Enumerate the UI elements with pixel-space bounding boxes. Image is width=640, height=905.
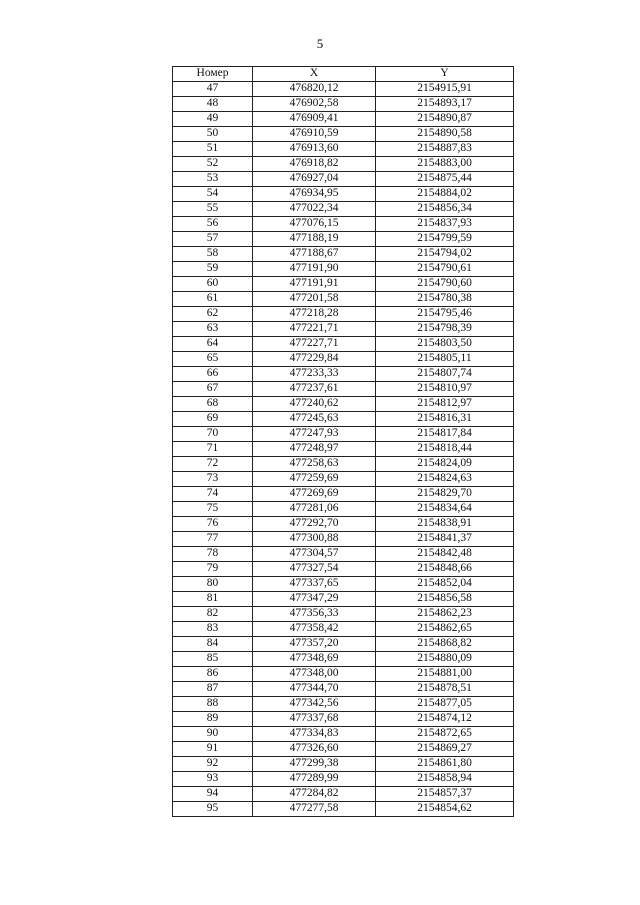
y-coordinate: 2154875,44: [376, 172, 514, 187]
point-number: 89: [173, 712, 253, 727]
page-number: 5: [316, 36, 324, 51]
x-coordinate: 476902,58: [253, 97, 376, 112]
table-row: [173, 97, 514, 112]
table-row: [173, 487, 514, 502]
table-row: [173, 592, 514, 607]
point-number: 73: [173, 472, 253, 487]
table-row: [173, 667, 514, 682]
table-row: [173, 502, 514, 517]
y-coordinate: 2154841,37: [376, 532, 514, 547]
point-number: 88: [173, 697, 253, 712]
y-coordinate: 2154848,66: [376, 562, 514, 577]
x-coordinate: 477191,91: [253, 277, 376, 292]
point-number: 59: [173, 262, 253, 277]
x-coordinate: 477076,15: [253, 217, 376, 232]
x-coordinate: 476927,04: [253, 172, 376, 187]
point-number: 56: [173, 217, 253, 232]
table-row: [173, 577, 514, 592]
header-y: Y: [376, 67, 514, 82]
point-number: 72: [173, 457, 253, 472]
y-coordinate: 2154795,46: [376, 307, 514, 322]
x-coordinate: 476918,82: [253, 157, 376, 172]
y-coordinate: 2154842,48: [376, 547, 514, 562]
point-number: 80: [173, 577, 253, 592]
point-number: 50: [173, 127, 253, 142]
point-number: 47: [173, 82, 253, 97]
table-header-row: [173, 67, 514, 82]
x-coordinate: 477022,34: [253, 202, 376, 217]
y-coordinate: 2154877,05: [376, 697, 514, 712]
y-coordinate: 2154816,31: [376, 412, 514, 427]
y-coordinate: 2154824,09: [376, 457, 514, 472]
y-coordinate: 2154790,61: [376, 262, 514, 277]
x-coordinate: 477292,70: [253, 517, 376, 532]
point-number: 90: [173, 727, 253, 742]
x-coordinate: 477227,71: [253, 337, 376, 352]
y-coordinate: 2154878,51: [376, 682, 514, 697]
x-coordinate: 477300,88: [253, 532, 376, 547]
table-row: [173, 157, 514, 172]
y-coordinate: 2154794,02: [376, 247, 514, 262]
y-coordinate: 2154893,17: [376, 97, 514, 112]
y-coordinate: 2154805,11: [376, 352, 514, 367]
table-row: [173, 637, 514, 652]
x-coordinate: 477240,62: [253, 397, 376, 412]
y-coordinate: 2154862,23: [376, 607, 514, 622]
x-coordinate: 477229,84: [253, 352, 376, 367]
point-number: 54: [173, 187, 253, 202]
point-number: 79: [173, 562, 253, 577]
x-coordinate: 477348,69: [253, 652, 376, 667]
point-number: 81: [173, 592, 253, 607]
point-number: 94: [173, 787, 253, 802]
point-number: 68: [173, 397, 253, 412]
table-row: [173, 262, 514, 277]
point-number: 60: [173, 277, 253, 292]
x-coordinate: 477356,33: [253, 607, 376, 622]
table-row: [173, 142, 514, 157]
y-coordinate: 2154807,74: [376, 367, 514, 382]
y-coordinate: 2154915,91: [376, 82, 514, 97]
table-row: [173, 232, 514, 247]
y-coordinate: 2154862,65: [376, 622, 514, 637]
x-coordinate: 477245,63: [253, 412, 376, 427]
table-row: [173, 112, 514, 127]
point-number: 69: [173, 412, 253, 427]
point-number: 55: [173, 202, 253, 217]
table-row: [173, 367, 514, 382]
table-row: [173, 82, 514, 97]
table-row: [173, 622, 514, 637]
point-number: 67: [173, 382, 253, 397]
point-number: 48: [173, 97, 253, 112]
y-coordinate: 2154883,00: [376, 157, 514, 172]
y-coordinate: 2154858,94: [376, 772, 514, 787]
point-number: 75: [173, 502, 253, 517]
point-number: 82: [173, 607, 253, 622]
x-coordinate: 476910,59: [253, 127, 376, 142]
table-row: [173, 532, 514, 547]
table-row: [173, 277, 514, 292]
table-row: [173, 742, 514, 757]
x-coordinate: 477357,20: [253, 637, 376, 652]
y-coordinate: 2154857,37: [376, 787, 514, 802]
x-coordinate: 477247,93: [253, 427, 376, 442]
y-coordinate: 2154810,97: [376, 382, 514, 397]
table-row: [173, 712, 514, 727]
coordinates-table: [172, 66, 514, 817]
table-row: [173, 772, 514, 787]
y-coordinate: 2154852,04: [376, 577, 514, 592]
point-number: 83: [173, 622, 253, 637]
table-row: [173, 247, 514, 262]
y-coordinate: 2154881,00: [376, 667, 514, 682]
x-coordinate: 477188,19: [253, 232, 376, 247]
table-row: [173, 697, 514, 712]
y-coordinate: 2154880,09: [376, 652, 514, 667]
x-coordinate: 477347,29: [253, 592, 376, 607]
table-row: [173, 172, 514, 187]
y-coordinate: 2154890,58: [376, 127, 514, 142]
x-coordinate: 476913,60: [253, 142, 376, 157]
x-coordinate: 477258,63: [253, 457, 376, 472]
x-coordinate: 477201,58: [253, 292, 376, 307]
y-coordinate: 2154869,27: [376, 742, 514, 757]
x-coordinate: 477344,70: [253, 682, 376, 697]
header-number: Номер: [173, 67, 253, 82]
x-coordinate: 477188,67: [253, 247, 376, 262]
table-row: [173, 427, 514, 442]
y-coordinate: 2154854,62: [376, 802, 514, 817]
table-row: [173, 217, 514, 232]
x-coordinate: 477337,68: [253, 712, 376, 727]
point-number: 78: [173, 547, 253, 562]
point-number: 64: [173, 337, 253, 352]
y-coordinate: 2154856,34: [376, 202, 514, 217]
x-coordinate: 477334,83: [253, 727, 376, 742]
point-number: 53: [173, 172, 253, 187]
point-number: 77: [173, 532, 253, 547]
y-coordinate: 2154829,70: [376, 487, 514, 502]
y-coordinate: 2154780,38: [376, 292, 514, 307]
table-row: [173, 757, 514, 772]
point-number: 70: [173, 427, 253, 442]
point-number: 51: [173, 142, 253, 157]
y-coordinate: 2154799,59: [376, 232, 514, 247]
x-coordinate: 477358,42: [253, 622, 376, 637]
table-row: [173, 607, 514, 622]
table-row: [173, 322, 514, 337]
point-number: 62: [173, 307, 253, 322]
y-coordinate: 2154812,97: [376, 397, 514, 412]
y-coordinate: 2154872,65: [376, 727, 514, 742]
x-coordinate: 476934,95: [253, 187, 376, 202]
x-coordinate: 477284,82: [253, 787, 376, 802]
x-coordinate: 477342,56: [253, 697, 376, 712]
table-row: [173, 307, 514, 322]
point-number: 76: [173, 517, 253, 532]
x-coordinate: 477299,38: [253, 757, 376, 772]
y-coordinate: 2154856,58: [376, 592, 514, 607]
table-row: [173, 202, 514, 217]
point-number: 57: [173, 232, 253, 247]
point-number: 49: [173, 112, 253, 127]
table-row: [173, 127, 514, 142]
x-coordinate: 477348,00: [253, 667, 376, 682]
table-body: [173, 82, 514, 817]
x-coordinate: 477269,69: [253, 487, 376, 502]
table-row: [173, 457, 514, 472]
table-row: [173, 352, 514, 367]
x-coordinate: 476909,41: [253, 112, 376, 127]
y-coordinate: 2154890,87: [376, 112, 514, 127]
y-coordinate: 2154838,91: [376, 517, 514, 532]
point-number: 87: [173, 682, 253, 697]
table-row: [173, 727, 514, 742]
point-number: 84: [173, 637, 253, 652]
x-coordinate: 477281,06: [253, 502, 376, 517]
y-coordinate: 2154818,44: [376, 442, 514, 457]
point-number: 65: [173, 352, 253, 367]
y-coordinate: 2154861,80: [376, 757, 514, 772]
table-row: [173, 802, 514, 817]
point-number: 63: [173, 322, 253, 337]
table-row: [173, 442, 514, 457]
y-coordinate: 2154887,83: [376, 142, 514, 157]
x-coordinate: 477326,60: [253, 742, 376, 757]
table-row: [173, 787, 514, 802]
x-coordinate: 477259,69: [253, 472, 376, 487]
point-number: 52: [173, 157, 253, 172]
x-coordinate: 477191,90: [253, 262, 376, 277]
y-coordinate: 2154790,60: [376, 277, 514, 292]
table-row: [173, 292, 514, 307]
x-coordinate: 477289,99: [253, 772, 376, 787]
point-number: 66: [173, 367, 253, 382]
x-coordinate: 477248,97: [253, 442, 376, 457]
y-coordinate: 2154817,84: [376, 427, 514, 442]
y-coordinate: 2154868,82: [376, 637, 514, 652]
point-number: 91: [173, 742, 253, 757]
y-coordinate: 2154824,63: [376, 472, 514, 487]
table-row: [173, 472, 514, 487]
table-row: [173, 652, 514, 667]
y-coordinate: 2154803,50: [376, 337, 514, 352]
point-number: 61: [173, 292, 253, 307]
x-coordinate: 477221,71: [253, 322, 376, 337]
table-row: [173, 517, 514, 532]
x-coordinate: 477233,33: [253, 367, 376, 382]
table-row: [173, 412, 514, 427]
table-row: [173, 562, 514, 577]
point-number: 86: [173, 667, 253, 682]
point-number: 71: [173, 442, 253, 457]
table-row: [173, 187, 514, 202]
table-row: [173, 547, 514, 562]
header-x: X: [253, 67, 376, 82]
x-coordinate: 477304,57: [253, 547, 376, 562]
table-row: [173, 382, 514, 397]
x-coordinate: 476820,12: [253, 82, 376, 97]
point-number: 95: [173, 802, 253, 817]
point-number: 93: [173, 772, 253, 787]
table-row: [173, 337, 514, 352]
y-coordinate: 2154884,02: [376, 187, 514, 202]
y-coordinate: 2154837,93: [376, 217, 514, 232]
y-coordinate: 2154834,64: [376, 502, 514, 517]
point-number: 58: [173, 247, 253, 262]
table-row: [173, 397, 514, 412]
x-coordinate: 477337,65: [253, 577, 376, 592]
point-number: 85: [173, 652, 253, 667]
point-number: 92: [173, 757, 253, 772]
y-coordinate: 2154874,12: [376, 712, 514, 727]
table-row: [173, 682, 514, 697]
point-number: 74: [173, 487, 253, 502]
y-coordinate: 2154798,39: [376, 322, 514, 337]
x-coordinate: 477327,54: [253, 562, 376, 577]
x-coordinate: 477277,58: [253, 802, 376, 817]
x-coordinate: 477218,28: [253, 307, 376, 322]
x-coordinate: 477237,61: [253, 382, 376, 397]
